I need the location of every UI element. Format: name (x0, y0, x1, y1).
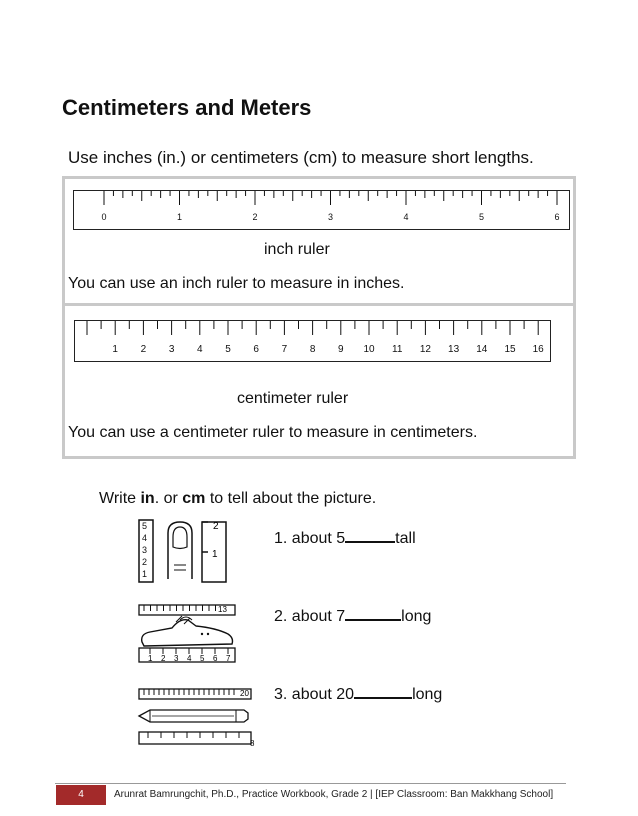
footer-credit: Arunrat Bamrungchit, Ph.D., Practice Workbook, Grade 2 | [IEP Classroom: Ban Makkhang School] (114, 789, 554, 800)
cm-ruler-sentence: You can use a centimeter ruler to measure in centimeters. (68, 424, 478, 441)
question-3 (274, 683, 442, 704)
question-1-prefix: 1. about 5 (274, 530, 346, 547)
thumb-ruler-label: 2 (142, 557, 148, 567)
page-title: Centimeters and Meters (62, 95, 312, 120)
thumb-ruler-label: 4 (142, 533, 148, 543)
thumb-ruler-label: 5 (142, 521, 148, 531)
inch-ruler-ticks (74, 191, 569, 229)
inch-label: 3 (327, 212, 334, 222)
cm-label: 4 (197, 344, 203, 355)
cm-label: 2 (140, 344, 147, 355)
question-2 (274, 605, 431, 626)
thumb-side-label-2: 2 (213, 521, 219, 532)
inch-label: 0 (101, 212, 107, 222)
cm-label: 16 (532, 344, 544, 355)
shoe-ruler-top-label: 13 (218, 605, 227, 614)
cm-label: 12 (419, 344, 431, 355)
question-3-suffix: long (412, 686, 443, 703)
instruction-after: to tell about the picture. (205, 490, 377, 507)
instruction-middle: . or (154, 490, 183, 507)
thumb-ruler-label: 3 (142, 545, 148, 555)
inch-ruler (73, 190, 570, 230)
shoe-ruler-label: 5 (200, 654, 205, 663)
page-number: 4 (56, 785, 106, 805)
inch-ruler-sentence: You can use an inch ruler to measure in inches. (68, 275, 405, 292)
answer-blank-3[interactable] (354, 683, 412, 699)
cm-label: 10 (363, 344, 375, 355)
question-2-prefix: 2. about 7 (274, 608, 346, 625)
cm-label: 3 (168, 344, 175, 355)
intro-text: Use inches (in.) or centimeters (cm) to measure short lengths. (68, 148, 534, 167)
pencil-ruler-bottom-label: 8 (250, 739, 255, 748)
inch-label: 2 (252, 212, 258, 222)
cm-label: 15 (504, 344, 516, 355)
cm-label: 1 (112, 344, 118, 355)
inch-label: 6 (554, 212, 560, 222)
cm-label: 14 (476, 344, 488, 355)
instruction-before: Write (99, 490, 141, 507)
question-1 (274, 527, 416, 548)
instruction-in: in (140, 490, 155, 507)
cm-label: 13 (448, 344, 460, 355)
thumb-side-label-1: 1 (212, 549, 218, 560)
shoe-ruler-label: 4 (187, 654, 192, 663)
cm-label: 9 (338, 344, 344, 355)
shoe-ruler-label: 7 (226, 654, 231, 663)
instruction-cm: cm (182, 490, 206, 507)
cm-label: 5 (225, 344, 231, 355)
inch-label: 5 (478, 212, 485, 222)
shoe-ruler-label: 6 (213, 654, 218, 663)
shoe-illustration (136, 602, 240, 666)
answer-blank-1[interactable] (345, 527, 395, 543)
cm-label: 7 (281, 344, 288, 355)
footer-divider (55, 783, 566, 784)
inch-ruler-caption: inch ruler (264, 241, 330, 258)
cm-ruler-ticks (75, 321, 550, 361)
cm-label: 8 (309, 344, 316, 355)
shoe-ruler-label: 3 (174, 654, 179, 663)
cm-ruler-caption: centimeter ruler (237, 390, 349, 407)
instruction (99, 490, 376, 508)
pencil-illustration (136, 686, 260, 750)
question-1-suffix: tall (395, 530, 416, 547)
pencil-ruler-top-label: 20 (240, 689, 249, 698)
thumb-ruler-label: 1 (142, 569, 148, 579)
cm-ruler (74, 320, 551, 362)
thumb-illustration (136, 517, 236, 585)
question-2-suffix: long (401, 608, 432, 625)
cm-label: 6 (253, 344, 259, 355)
inch-label: 4 (403, 212, 409, 222)
shoe-ruler-label: 1 (148, 654, 153, 663)
cm-label: 11 (392, 344, 403, 355)
question-3-prefix: 3. about 20 (274, 686, 355, 703)
shoe-ruler-label: 2 (161, 654, 166, 663)
inch-label: 1 (176, 212, 183, 222)
answer-blank-2[interactable] (345, 605, 401, 621)
